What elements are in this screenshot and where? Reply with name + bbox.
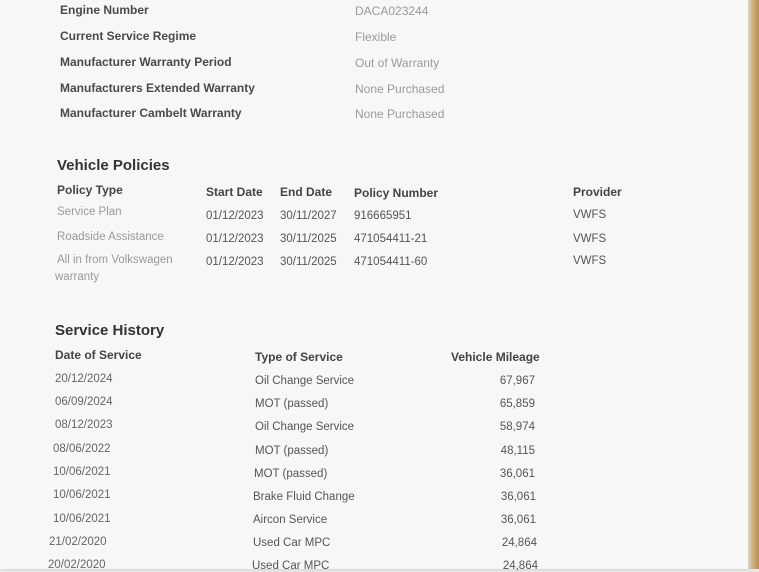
- page-edge-background: [748, 0, 759, 569]
- detail-value: None Purchased: [355, 107, 445, 121]
- policy-start: 01/12/2023: [206, 210, 264, 222]
- service-date: 08/12/2023: [55, 419, 113, 431]
- service-mileage: 48,115: [500, 445, 535, 457]
- service-mileage: 24,864: [502, 560, 538, 572]
- service-date: 10/06/2021: [53, 513, 111, 525]
- service-type: MOT (passed): [255, 398, 329, 410]
- service-mileage: 36,061: [500, 514, 536, 526]
- policy-type-continued: warranty: [55, 271, 100, 283]
- policy-end: 30/11/2025: [280, 256, 337, 268]
- policy-start: 01/12/2023: [206, 233, 264, 245]
- service-mileage: 58,974: [499, 421, 535, 433]
- policies-header-provider: Provider: [573, 185, 622, 199]
- policy-start: 01/12/2023: [206, 256, 264, 268]
- service-header-mileage: Vehicle Mileage: [451, 350, 540, 364]
- service-type: MOT (passed): [254, 468, 328, 480]
- policy-number: 471054411-21: [354, 233, 428, 245]
- policy-provider: VWFS: [573, 255, 607, 267]
- service-type: Brake Fluid Change: [253, 491, 355, 503]
- detail-value: Out of Warranty: [355, 56, 440, 70]
- service-type: Aircon Service: [253, 514, 328, 526]
- policy-number: 916665951: [354, 210, 412, 222]
- service-date: 20/02/2020: [48, 559, 106, 571]
- detail-label: Current Service Regime: [60, 29, 197, 43]
- service-date: 21/02/2020: [49, 536, 107, 548]
- service-type: MOT (passed): [255, 445, 329, 457]
- policy-provider: VWFS: [573, 233, 607, 245]
- detail-label: Manufacturer Cambelt Warranty: [60, 106, 242, 120]
- policy-number: 471054411-60: [354, 256, 428, 268]
- service-date: 08/06/2022: [53, 443, 111, 455]
- policy-end: 30/11/2027: [280, 210, 337, 222]
- policy-type: Service Plan: [57, 206, 122, 218]
- service-header-date: Date of Service: [55, 348, 142, 362]
- detail-value: Flexible: [355, 30, 397, 44]
- service-mileage: 24,864: [501, 537, 537, 549]
- service-date: 10/06/2021: [53, 489, 111, 501]
- service-type: Oil Change Service: [255, 375, 355, 387]
- service-header-type: Type of Service: [255, 350, 343, 364]
- service-mileage: 36,061: [499, 468, 535, 480]
- service-type: Oil Change Service: [255, 421, 355, 433]
- policies-heading: Vehicle Policies: [57, 157, 170, 174]
- policies-header-end: End Date: [280, 185, 333, 199]
- detail-label: Engine Number: [60, 3, 149, 17]
- service-mileage: 65,859: [499, 398, 535, 410]
- service-mileage: 36,061: [500, 491, 536, 503]
- policy-provider: VWFS: [573, 209, 607, 221]
- service-date: 20/12/2024: [55, 373, 113, 385]
- service-type: Used Car MPC: [253, 537, 331, 549]
- detail-value: None Purchased: [355, 82, 445, 96]
- policies-header-start: Start Date: [206, 185, 263, 199]
- detail-value: DACA023244: [355, 4, 429, 18]
- policies-header-number: Policy Number: [354, 186, 439, 200]
- detail-label: Manufacturer Warranty Period: [60, 55, 232, 69]
- detail-label: Manufacturers Extended Warranty: [60, 81, 255, 95]
- service-history-heading: Service History: [55, 322, 165, 339]
- service-mileage: 67,967: [499, 375, 535, 387]
- policies-header-type: Policy Type: [57, 183, 123, 197]
- service-type: Used Car MPC: [252, 560, 330, 572]
- service-date: 06/09/2024: [55, 396, 113, 408]
- service-date: 10/06/2021: [53, 466, 111, 478]
- policy-type: Roadside Assistance: [57, 231, 164, 243]
- policy-end: 30/11/2025: [280, 233, 337, 245]
- policy-type: All in from Volkswagen: [57, 254, 173, 266]
